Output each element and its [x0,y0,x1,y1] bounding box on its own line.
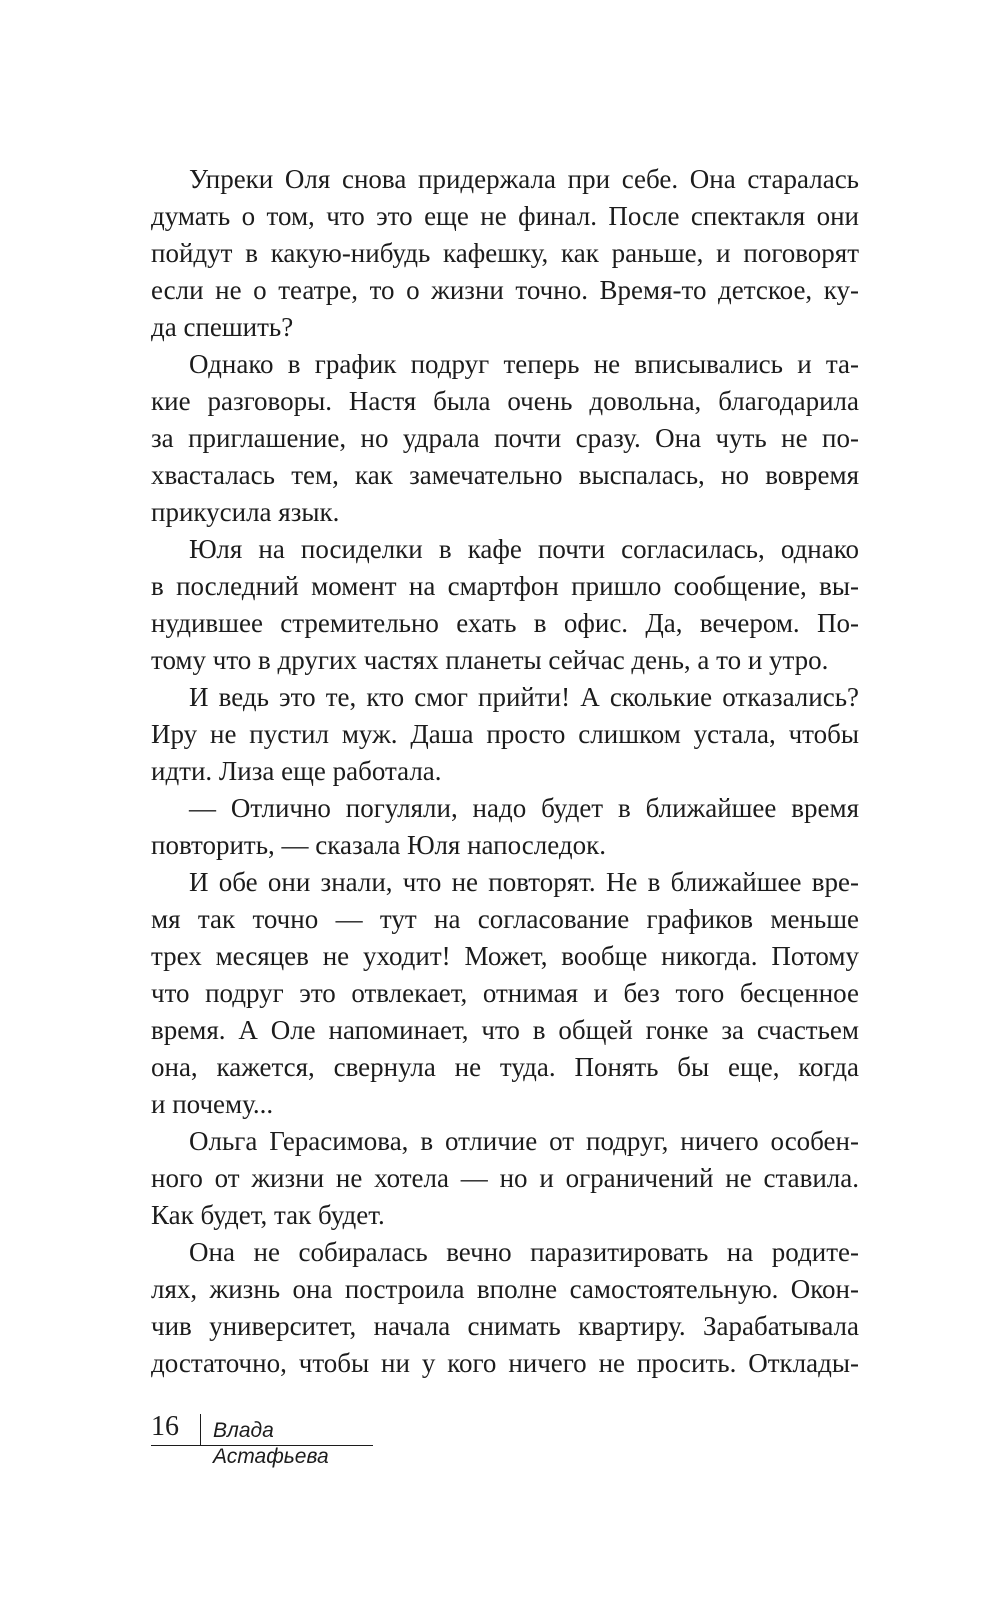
text-line: чив университет, начала снимать квартиру. Зарабатывала [151,1311,859,1341]
text-line: думать о том, что это еще не финал. После спектакля они [151,201,859,231]
text-line: она, кажется, свернула не туда. Понять бы еще, когда [151,1052,859,1082]
text-line: И обе они знали, что не повторят. Не в ближайшее вре- [189,867,859,897]
text-line: за приглашение, но удрала почти сразу. Она чуть не по- [151,423,859,453]
text-line: прикусила язык. [151,497,340,527]
text-line: Она не собиралась вечно паразитировать на родите- [189,1237,859,1267]
running-author: Влада Астафьева [213,1419,329,1468]
text-line: да спешить? [151,312,294,342]
footer-rule [151,1445,373,1446]
text-line: если не о театре, то о жизни точно. Время-то детское, ку- [151,275,859,305]
page-footer [151,1410,373,1468]
text-line: достаточно, чтобы ни у кого ничего не просить. Отклады- [151,1348,859,1378]
text-line: — Отлично погуляли, надо будет в ближайшее время [189,793,859,823]
text-line: Юля на посиделки в кафе почти согласилась, однако [189,534,859,564]
body-text [151,161,859,1382]
text-line: И ведь это те, кто смог прийти! А сколькие отказались? [189,682,859,712]
text-line: в последний момент на смартфон пришло сообщение, вы- [151,571,859,601]
text-line: Однако в график подруг теперь не вписывались и та- [189,349,859,379]
text-line: Иру не пустил муж. Даша просто слишком устала, чтобы [151,719,859,749]
text-line: тому что в других частях планеты сейчас день, а то и утро. [151,645,829,675]
text-line: что подруг это отвлекает, отнимая и без того бесценное [151,978,859,1008]
page-number: 16 [151,1411,179,1442]
text-line: нудившее стремительно ехать в офис. Да, вечером. По- [151,608,859,638]
text-line: и почему... [151,1089,274,1119]
text-line: Ольга Герасимова, в отличие от подруг, ничего особен- [189,1126,859,1156]
text-line: повторить, — сказала Юля напоследок. [151,830,606,860]
footer-divider [200,1414,201,1446]
text-line: идти. Лиза еще работала. [151,756,442,786]
text-line: лях, жизнь она построила вполне самостоятельную. Окон- [151,1274,859,1304]
text-line: кие разговоры. Настя была очень довольна, благодарила [151,386,859,416]
text-line: пойдут в какую-нибудь кафешку, как раньше, и поговорят [151,238,859,268]
text-line: мя так точно — тут на согласование графиков меньше [151,904,859,934]
text-line: трех месяцев не уходит! Может, вообще никогда. Потому [151,941,859,971]
text-line: Упреки Оля снова придержала при себе. Она старалась [189,164,859,194]
text-line: Как будет, так будет. [151,1200,385,1230]
text-line: ного от жизни не хотела — но и ограничений не ставила. [151,1163,859,1193]
text-line: время. А Оле напоминает, что в общей гонке за счастьем [151,1015,859,1045]
text-line: хвасталась тем, как замечательно выспалась, но вовремя [151,460,859,490]
